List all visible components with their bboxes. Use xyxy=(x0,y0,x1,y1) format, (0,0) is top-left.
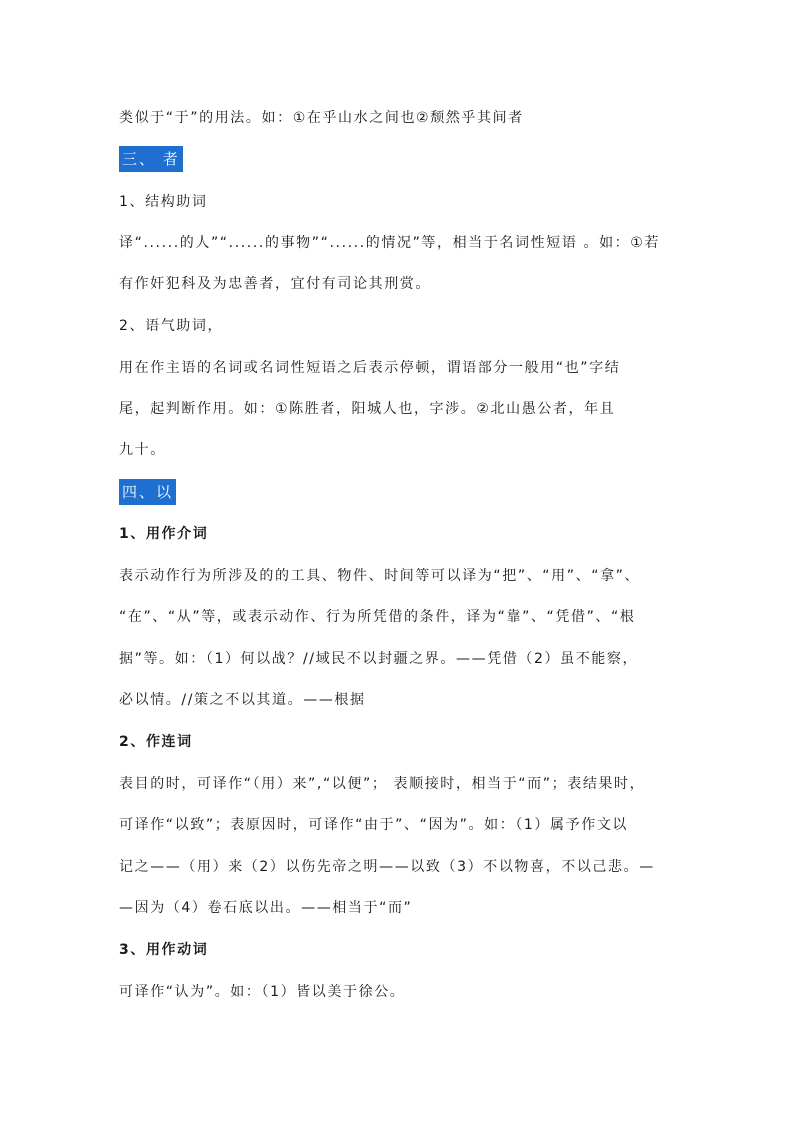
text-line: 译“......的人”“......的事物”“......的情况”等，相当于名词性短语 。如：①若 xyxy=(119,235,661,251)
section-heading-yi: 四、以 xyxy=(119,479,176,505)
subsection-title: 2、语气助词， xyxy=(119,318,224,334)
text-line: 九十。 xyxy=(119,442,166,458)
text-line: 可译作“以致”；表原因时，可译作“由于”、“因为”。如：（1）属予作文以 xyxy=(119,817,629,833)
text-line: 表示动作行为所涉及的的工具、物件、时间等可以译为“把”、“用”、“拿”、 xyxy=(119,568,641,584)
text-line: “在”、“从”等，或表示动作、行为所凭借的条件，译为“靠”、“凭借”、“根 xyxy=(119,609,636,625)
subsection-title: 1、结构助词 xyxy=(119,194,208,210)
text-line: 可译作“认为”。如：（1）皆以美于徐公。 xyxy=(119,984,406,1000)
text-line: 记之——（用）来（2）以伤先帝之明——以致（3）不以物喜，不以己悲。— xyxy=(119,859,655,875)
text-line: 表目的时，可译作“（用）来”,“以便”； 表顺接时，相当于“而”；表结果时， xyxy=(119,776,646,792)
subsection-title: 2、作连词 xyxy=(119,734,193,750)
subsection-title: 1、用作介词 xyxy=(119,526,209,542)
text-line: 尾，起判断作用。如：①陈胜者，阳城人也，字涉。②北山愚公者，年且 xyxy=(119,401,616,417)
text-line: 有作奸犯科及为忠善者，宜付有司论其刑赏。 xyxy=(119,276,431,292)
text-line: 类似于“于”的用法。如：①在乎山水之间也②颓然乎其间者 xyxy=(119,110,524,126)
text-line: 必以情。//策之不以其道。——根据 xyxy=(119,692,366,708)
text-line: 用在作主语的名词或名词性短语之后表示停顿，谓语部分一般用“也”字结 xyxy=(119,360,621,376)
subsection-title: 3、用作动词 xyxy=(119,942,209,958)
text-line: —因为（4）卷石底以出。——相当于“而” xyxy=(119,900,413,916)
text-line: 据”等。如：（1）何以战？//域民不以封疆之界。——凭借（2）虽不能察， xyxy=(119,651,639,667)
section-heading-zhe: 三、 者 xyxy=(119,146,183,172)
